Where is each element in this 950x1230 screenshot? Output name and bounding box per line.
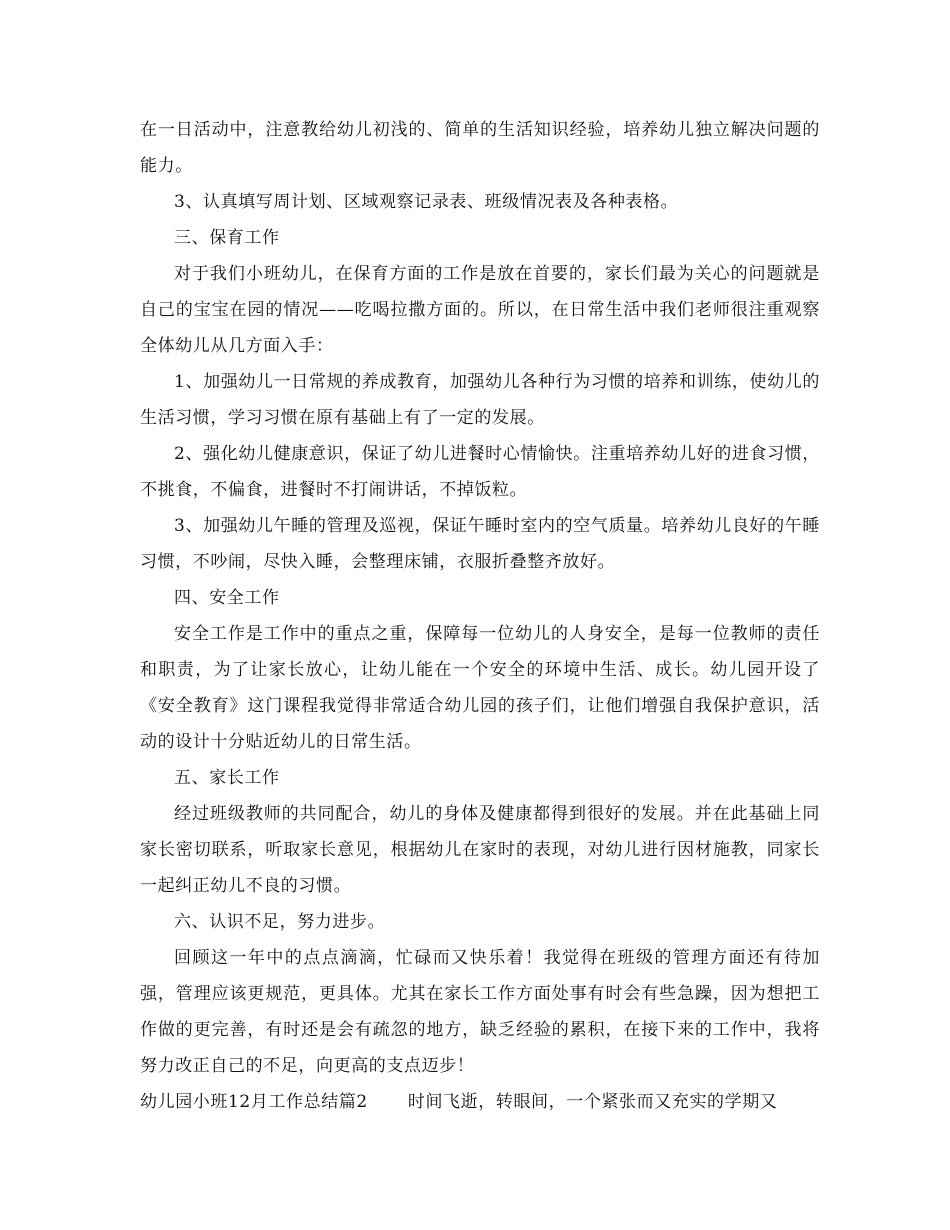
next-article-line [140, 1084, 820, 1120]
paragraph: 安全工作是工作中的重点之重，保障每一位幼儿的人身安全，是每一位教师的责任和职责，为了让家长放心，让幼儿能在一个安全的环境中生活、成长。幼儿园开设了《安全教育》这门课程我觉得非常适合幼儿园的孩子们，让他们增强自我保护意识，活动的设计十分贴近幼儿的日常生活。 [140, 624, 820, 752]
paragraph: 3、加强幼儿午睡的管理及巡视，保证午睡时室内的空气质量。培养幼儿良好的午睡习惯，不吵闹，尽快入睡，会整理床铺，衣服折叠整齐放好。 [140, 516, 820, 572]
paragraph: 对于我们小班幼儿，在保育方面的工作是放在首要的，家长们最为关心的问题就是自己的宝宝在园的情况——吃喝拉撒方面的。所以，在日常生活中我们老师很注重观察全体幼儿从几方面入手： [140, 264, 820, 356]
next-article-title: 幼儿园小班12月工作总结篇2 [140, 1092, 368, 1112]
section-heading: 六、认识不足，努力进步。 [174, 912, 386, 932]
section-heading: 五、家长工作 [174, 768, 280, 788]
paragraph: 3、认真填写周计划、区域观察记录表、班级情况表及各种表格。 [174, 192, 679, 212]
paragraph: 2、强化幼儿健康意识，保证了幼儿进餐时心情愉快。注重培养幼儿好的进食习惯，不挑食，不偏食，进餐时不打闹讲话，不掉饭粒。 [140, 444, 820, 500]
paragraph: 1、加强幼儿一日常规的养成教育，加强幼儿各种行为习惯的培养和训练，使幼儿的生活习惯，学习习惯在原有基础上有了一定的发展。 [140, 372, 820, 428]
section-heading: 三、保育工作 [174, 228, 280, 248]
section-heading: 四、安全工作 [174, 588, 280, 608]
paragraph: 在一日活动中，注意教给幼儿初浅的、简单的生活知识经验，培养幼儿独立解决问题的能力。 [140, 120, 820, 176]
paragraph: 回顾这一年中的点点滴滴，忙碌而又快乐着！我觉得在班级的管理方面还有待加强，管理应该更规范，更具体。尤其在家长工作方面处事有时会有些急躁，因为想把工作做的更完善，有时还是会有疏忽的地方，缺乏经验的累积，在接下来的工作中，我将努力改正自己的不足，向更高的支点迈步！ [140, 948, 820, 1076]
next-article-intro: 时间飞逝，转眼间，一个紧张而又充实的学期又 [407, 1092, 778, 1112]
paragraph: 经过班级教师的共同配合，幼儿的身体及健康都得到很好的发展。并在此基础上同家长密切联系，听取家长意见，根据幼儿在家时的表现，对幼儿进行因材施教，同家长一起纠正幼儿不良的习惯。 [140, 804, 820, 896]
document-body [140, 112, 820, 1120]
